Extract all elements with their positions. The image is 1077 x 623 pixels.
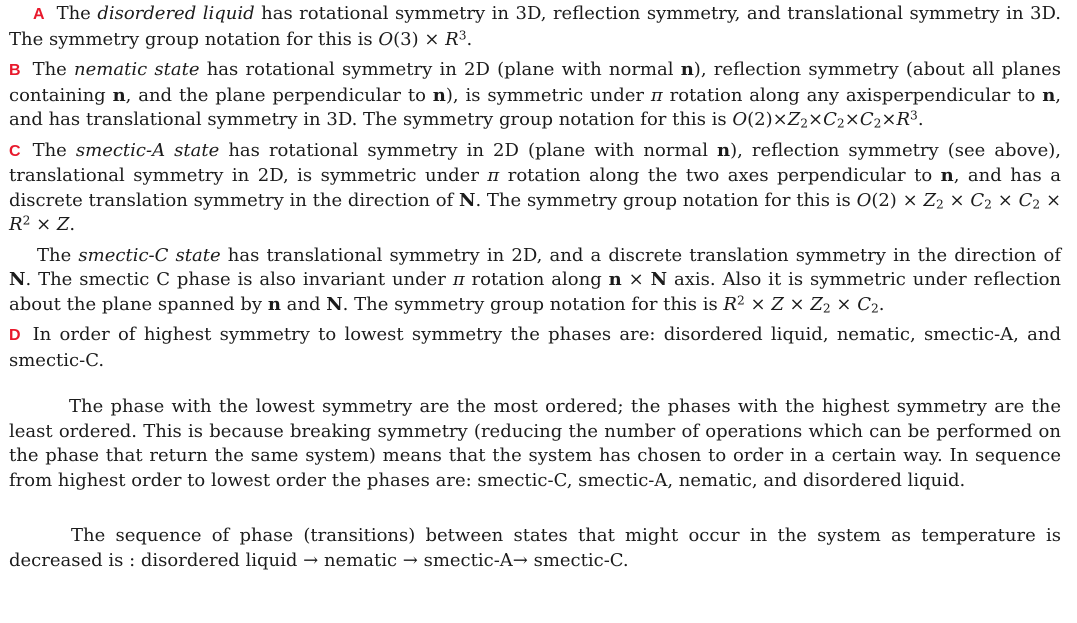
- text-run: 3: [458, 28, 467, 42]
- text-run: ×: [830, 293, 858, 315]
- text-run: , and the plane perpendicular to: [125, 84, 433, 106]
- text-run: The phase with the lowest symmetry are the most ordered; the phases with the highest symmetry are the least ordered. This is because breaking symmetry (reducing the number of operations which can be performed on the phase that return the same system) means that the system has chosen to order in a certain way. In sequence from highest order to lowest order the phases are: smectic-C, smectic-A, nematic, and disordered liquid.: [9, 396, 1061, 491]
- answer-a: [9, 2, 1061, 52]
- text-run: C: [857, 293, 871, 315]
- text-run: Z: [923, 189, 936, 211]
- text-run: The sequence of phase (transitions) between states that might occur in the system as temperature is decreased is : disordered liquid → nematic → smectic-A→ smectic-C.: [9, 525, 1061, 571]
- answer-label-d: D: [9, 327, 21, 344]
- text-run: .: [878, 293, 885, 315]
- paragraph-smectic-c: [9, 244, 1061, 318]
- answer-c: [9, 139, 1061, 238]
- text-run: .: [917, 109, 924, 130]
- text-run: has rotational symmetry in 2D (plane with normal: [199, 59, 681, 80]
- text-run: 3: [910, 108, 918, 123]
- text-run: 2: [800, 116, 809, 131]
- text-run: 2: [935, 196, 944, 211]
- text-run: In order of highest symmetry to lowest symmetry the phases are: disordered liquid, nematic, smectic-A, and smectic-C.: [9, 324, 1061, 371]
- text-run: 2: [822, 300, 831, 315]
- text-run: n: [940, 165, 954, 186]
- text-run: 2: [870, 300, 879, 315]
- text-run: n: [1042, 84, 1056, 106]
- text-run: C: [823, 109, 837, 130]
- answer-label-b: B: [9, 62, 21, 79]
- text-run: Z: [787, 109, 801, 130]
- text-run: C: [970, 189, 985, 211]
- text-run: 2: [22, 213, 31, 228]
- text-run: ), reflection symmetry (about all planes containing: [9, 59, 1061, 106]
- answer-b: [9, 58, 1061, 133]
- answer-label-c: C: [9, 142, 21, 160]
- text-run: R: [9, 214, 23, 235]
- text-run: . The symmetry group notation for this is: [475, 189, 857, 211]
- text-run: rotation along the two axes perpendicular to: [499, 165, 941, 186]
- text-run: ×: [808, 109, 824, 130]
- text-run: ), is symmetric under: [445, 84, 651, 106]
- text-run: C: [1018, 189, 1033, 211]
- text-run: smectic-C state: [78, 244, 221, 266]
- text-run: ×: [1040, 189, 1062, 211]
- text-run: R: [445, 28, 459, 50]
- text-run: ×: [621, 269, 651, 290]
- text-run: , and has a discrete translation symmetry in the direction of: [9, 165, 1061, 211]
- text-run: (2) ×: [871, 189, 924, 211]
- text-run: π: [487, 165, 500, 186]
- text-run: .: [466, 28, 473, 50]
- text-run: 2: [1032, 196, 1041, 211]
- text-run: has translational symmetry in 2D, and a discrete translation symmetry in the direction of: [220, 244, 1061, 266]
- text-run: The: [56, 3, 98, 24]
- text-run: smectic-A state: [75, 139, 220, 161]
- text-run: N: [650, 269, 668, 290]
- text-run: 2: [836, 116, 845, 131]
- text-run: , and has translational symmetry in 3D. The symmetry group notation for this is: [9, 84, 1062, 130]
- text-run: axis. Also it is symmetric under reflection about the plane spanned by: [9, 269, 1062, 315]
- text-run: .: [69, 214, 76, 235]
- text-run: n: [608, 269, 622, 290]
- text-run: ), reflection symmetry (see above), translational symmetry in 2D, is symmetric under: [9, 139, 1061, 186]
- text-run: The: [32, 139, 76, 161]
- text-run: π: [452, 269, 465, 290]
- text-run: ×: [881, 109, 897, 130]
- text-run: ×: [943, 189, 971, 211]
- text-run: ×: [30, 214, 57, 235]
- text-run: n: [432, 84, 446, 106]
- text-run: Z: [771, 293, 784, 315]
- text-run: C: [859, 109, 874, 130]
- text-run: The: [32, 59, 75, 80]
- text-run: n: [267, 293, 281, 315]
- text-run: . The smectic C phase is also invariant under: [25, 269, 453, 290]
- text-run: N: [9, 269, 26, 290]
- text-run: (2)×: [747, 109, 788, 130]
- text-run: and: [280, 293, 327, 315]
- text-run: O: [856, 189, 872, 211]
- text-run: has rotational symmetry in 2D (plane with normal: [219, 139, 718, 161]
- text-run: Z: [56, 214, 70, 235]
- paragraph-ordering: [9, 395, 1061, 493]
- text-run: The: [37, 244, 79, 266]
- text-run: rotation along: [464, 269, 609, 290]
- text-run: Z: [810, 293, 823, 315]
- text-run: N: [326, 293, 343, 315]
- text-run: ×: [744, 293, 772, 315]
- text-run: ×: [783, 293, 811, 315]
- text-run: R: [896, 109, 911, 130]
- text-run: n: [112, 84, 126, 106]
- text-run: nematic state: [74, 59, 200, 80]
- answer-d: [9, 323, 1061, 373]
- text-run: (3) ×: [393, 28, 446, 50]
- text-run: disordered liquid: [97, 3, 255, 24]
- text-run: O: [732, 109, 748, 130]
- text-run: 2: [736, 293, 745, 307]
- text-run: has rotational symmetry in 3D, reflection symmetry, and translational symmetry in 3D. The symmetry group notation for this is: [9, 3, 1061, 50]
- text-run: . The symmetry group notation for this is: [342, 293, 724, 315]
- text-run: n: [680, 59, 694, 80]
- text-run: O: [378, 28, 394, 50]
- answer-label-a: A: [33, 6, 45, 23]
- text-run: N: [458, 189, 476, 211]
- text-run: ×: [991, 189, 1019, 211]
- text-run: 2: [873, 116, 882, 131]
- text-run: ×: [844, 109, 860, 130]
- text-run: rotation along any axisperpendicular to: [662, 84, 1043, 106]
- text-run: 2: [984, 196, 992, 211]
- paragraph-transitions: [9, 524, 1061, 573]
- text-run: π: [650, 84, 663, 106]
- text-run: R: [723, 293, 737, 315]
- text-run: n: [717, 139, 731, 161]
